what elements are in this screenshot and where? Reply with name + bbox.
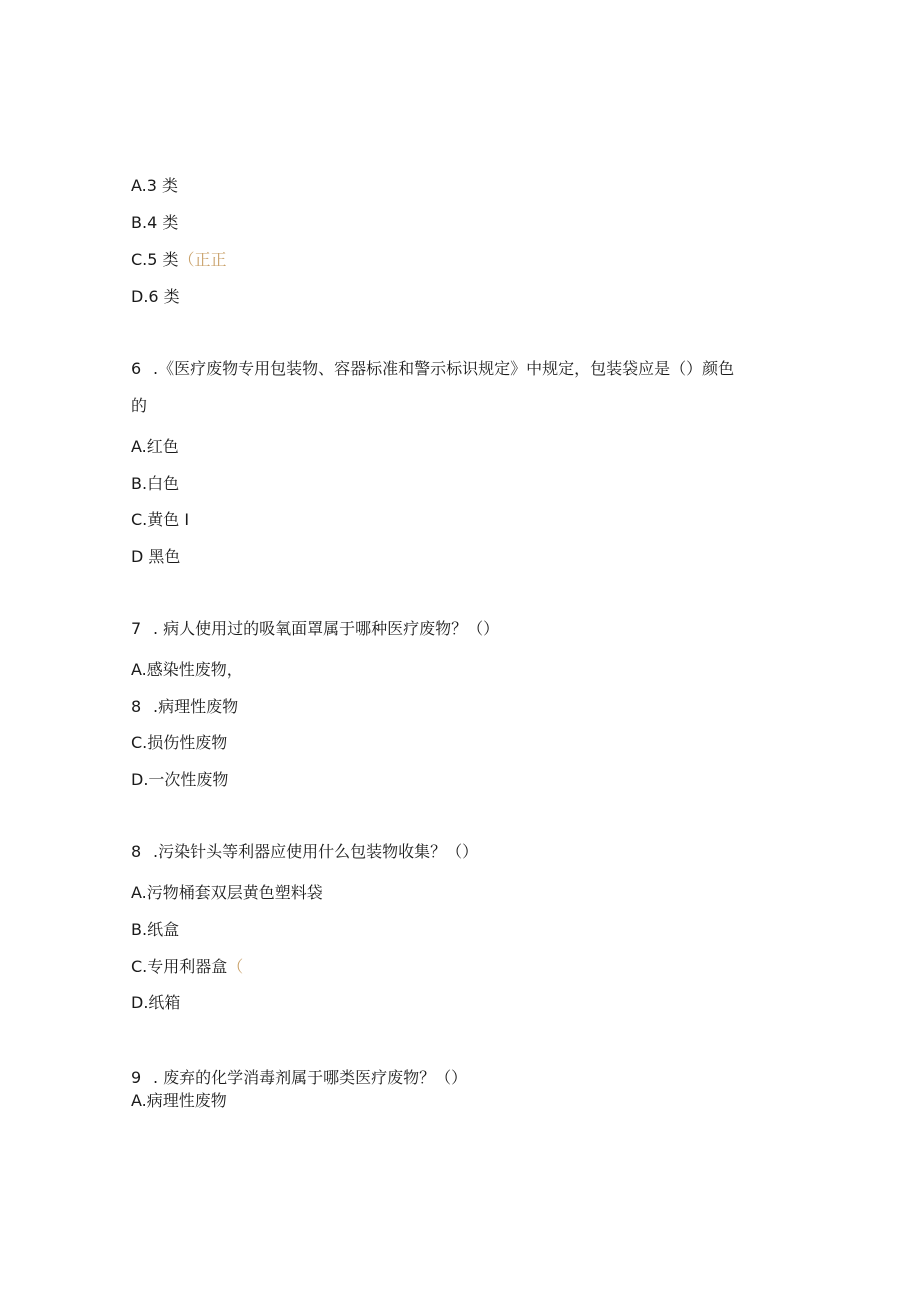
q6-option-d: D 黑色	[131, 547, 181, 566]
q6-number: 6	[131, 359, 142, 378]
q7-question	[131, 619, 499, 639]
q9-question	[131, 1068, 467, 1088]
q8-option-d: D.纸箱	[131, 993, 181, 1012]
q6-option-b: B.白色	[131, 474, 180, 493]
q7-number: 7	[131, 619, 142, 638]
q7-option-c: C.损伤性废物	[131, 733, 228, 752]
q8-text: .污染针头等利器应使用什么包装物收集？（）	[153, 842, 479, 861]
q8-option-b: B.纸盒	[131, 920, 180, 939]
q7-text: . 病人使用过的吸氧面罩属于哪种医疗废物？（）	[153, 619, 500, 638]
q7-option-b-text: .病理性废物	[153, 697, 239, 716]
q6-option-a: A.红色	[131, 437, 179, 456]
q9-text: . 废弃的化学消毒剂属于哪类医疗废物？（）	[153, 1068, 468, 1087]
q6-question	[131, 359, 734, 379]
q6-text: .《医疗废物专用包装物、容器标准和警示标识规定》中规定，包装袋应是（）颜色	[153, 359, 735, 378]
q5-answer-mark: （正正	[178, 250, 227, 269]
q9-option-a: A.病理性废物	[131, 1091, 227, 1110]
q5-option-b: B.4 类	[131, 213, 179, 232]
q7-option-d: D.一次性废物	[131, 770, 229, 789]
q7-option-b	[131, 697, 238, 717]
q5-option-c	[131, 250, 227, 270]
q6-option-c: C.黄色 I	[131, 510, 190, 529]
q5-option-c-text: C.5 类	[131, 250, 179, 269]
q8-option-c-text: C.专用利器盒	[131, 957, 228, 976]
q8-answer-mark: （	[227, 957, 244, 976]
q5-option-a: A.3 类	[131, 176, 179, 195]
q9-number: 9	[131, 1068, 142, 1087]
q5-option-d: D.6 类	[131, 287, 180, 306]
q8-question	[131, 842, 478, 862]
q6-question-cont: 的	[131, 396, 148, 415]
q8-option-c	[131, 957, 243, 977]
q7-option-a: A.感染性废物，	[131, 660, 243, 679]
q8-option-a: A.污物桶套双层黄色塑料袋	[131, 883, 323, 902]
q8-number: 8	[131, 842, 142, 861]
q7-option-b-number: 8	[131, 697, 142, 716]
